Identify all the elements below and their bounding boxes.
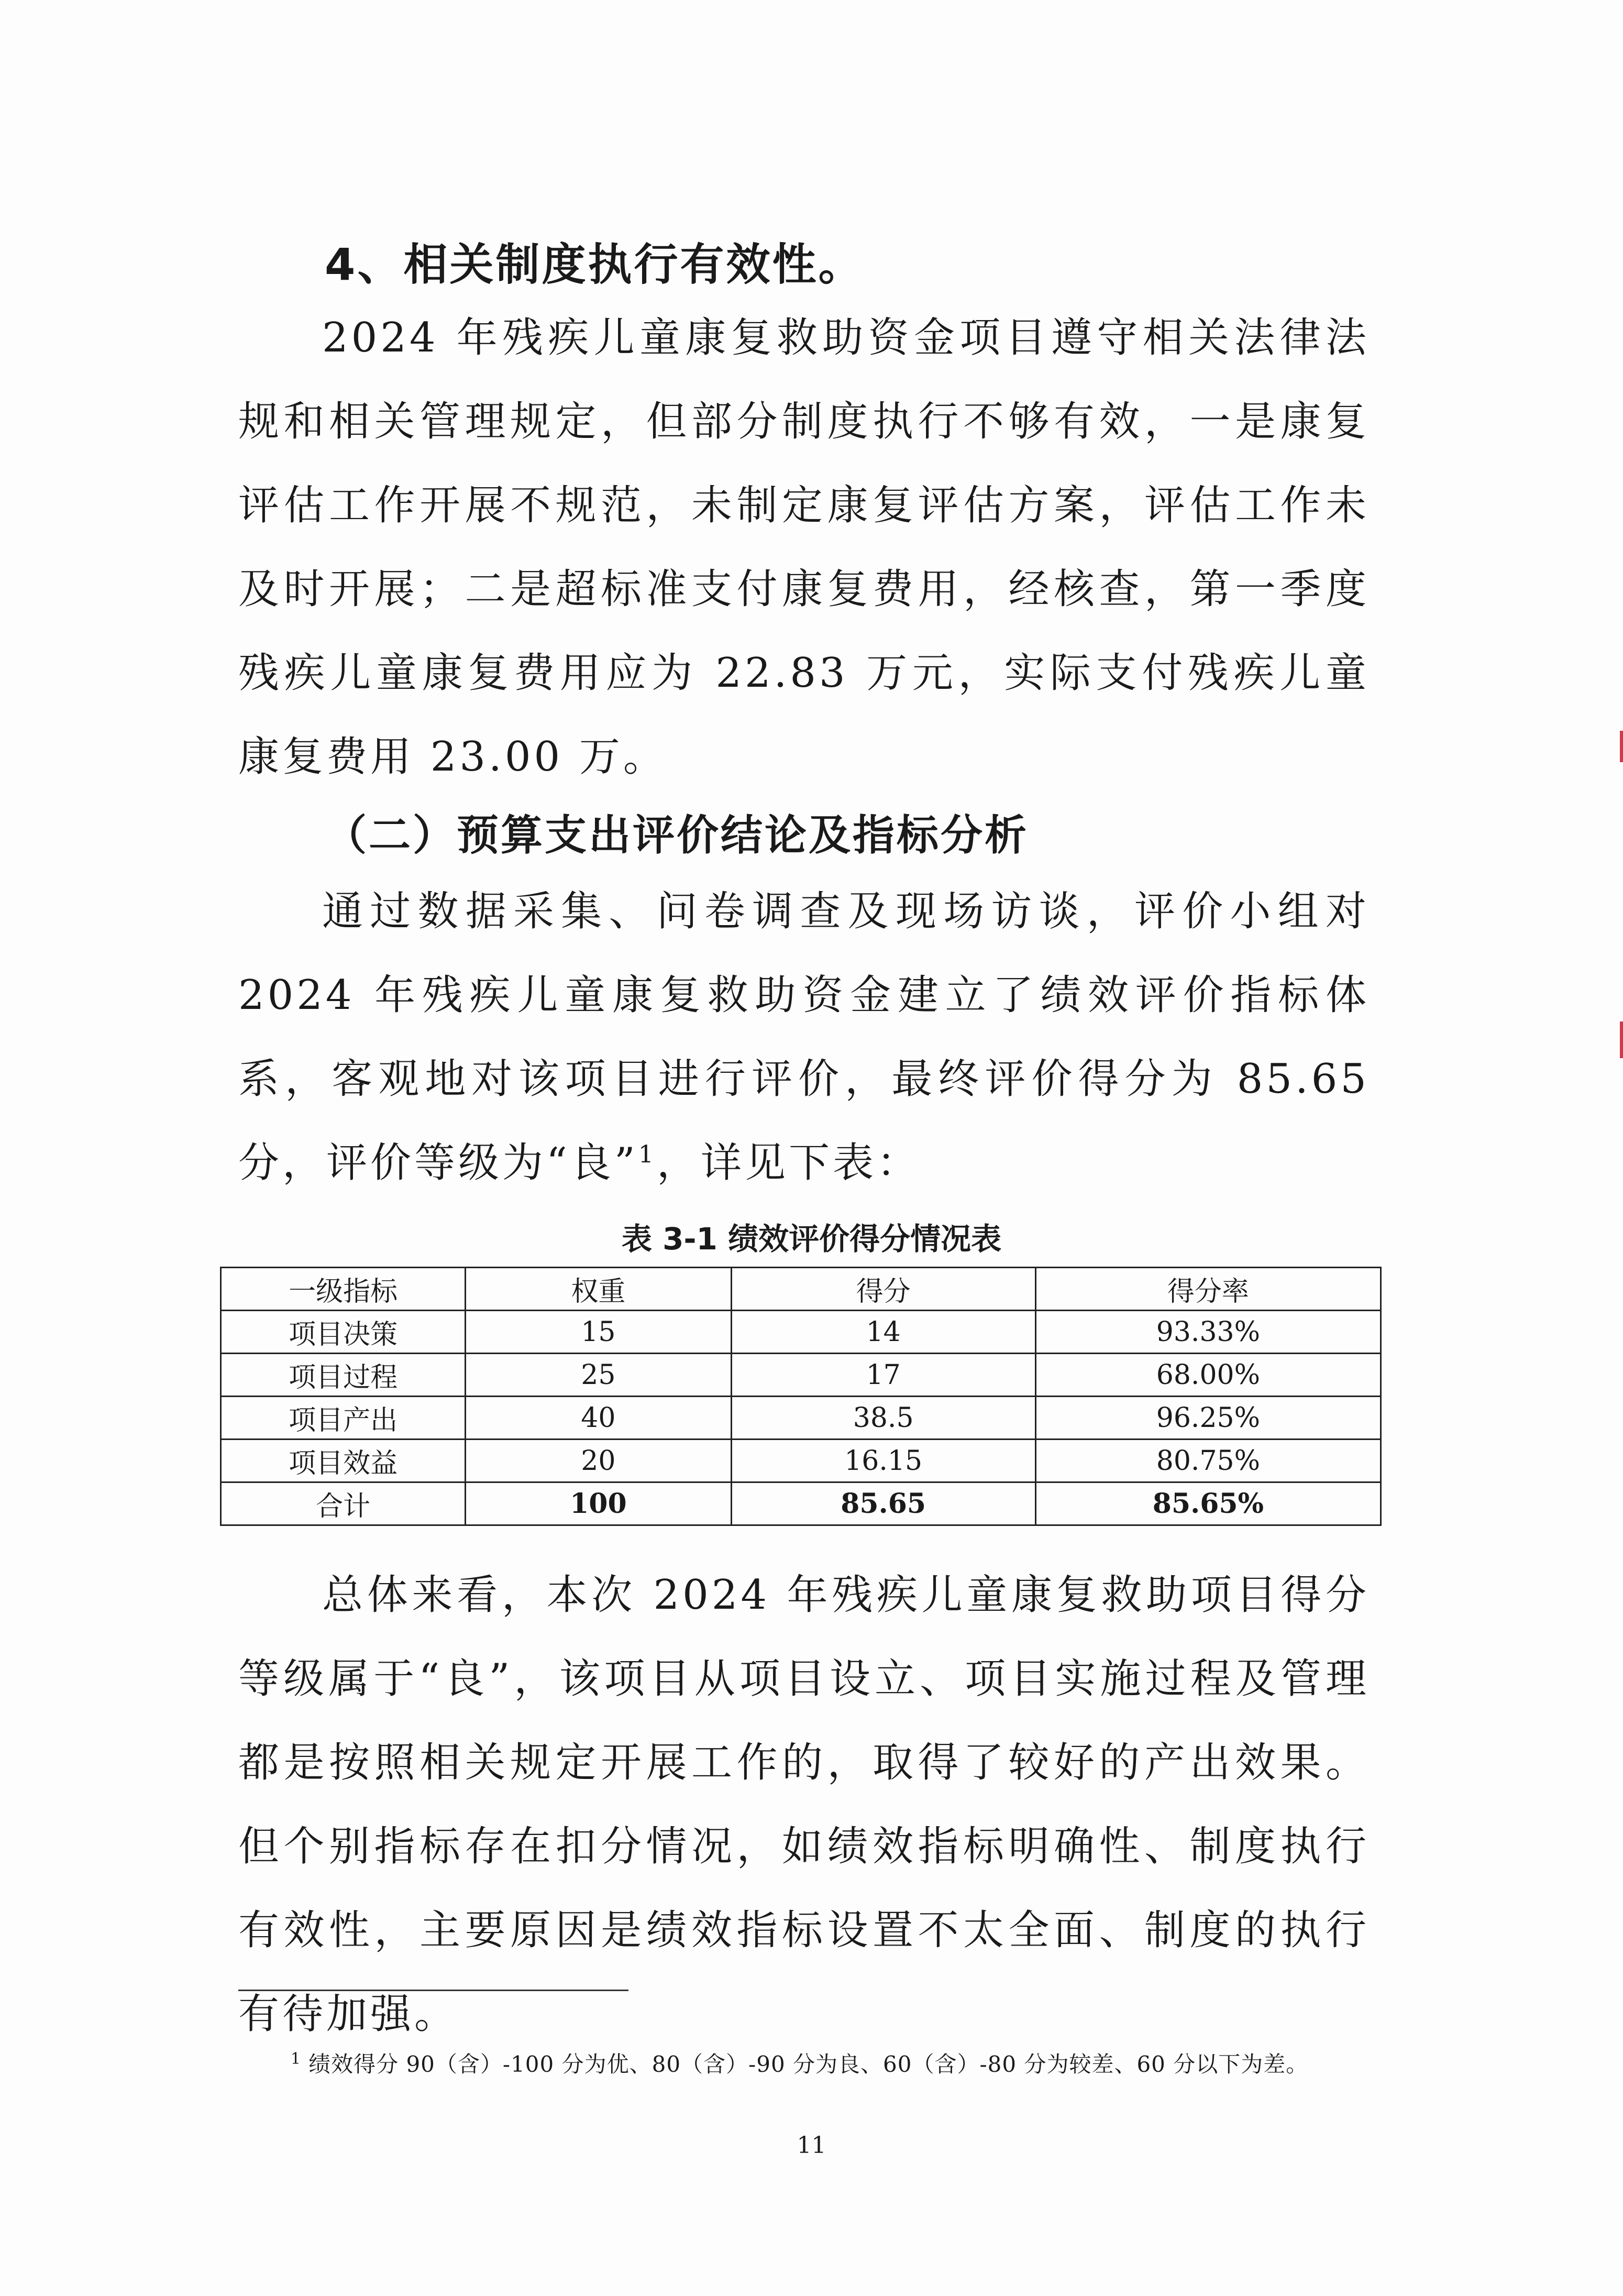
paragraph-regulation-compliance: 2024 年残疾儿童康复救助资金项目遵守相关法律法规和相关管理规定，但部分制度执行不够有效，一是康复评估工作开展不规范，未制定康复评估方案，评估工作未及时开展；二是超标准支付康复费用，经核查，第一季度残疾儿童康复费用应为 22.83 万元，实际支付残疾儿童康复费用 23.00 万。: [238, 314, 1370, 781]
cell-indicator: 项目效益: [221, 1440, 466, 1482]
cell-weight: 40: [466, 1397, 731, 1440]
scan-edge-mark: [1620, 731, 1623, 762]
header-score: 得分: [731, 1268, 1035, 1311]
cell-score: 14: [731, 1311, 1035, 1354]
table-row: [221, 1354, 1381, 1397]
cell-total-score: 85.65: [731, 1482, 1035, 1525]
scan-edge-mark: [1620, 1021, 1623, 1058]
header-rate: 得分率: [1035, 1268, 1381, 1311]
cell-indicator: 项目过程: [221, 1354, 466, 1397]
cell-score: 16.15: [731, 1440, 1035, 1482]
cell-weight: 20: [466, 1440, 731, 1482]
table-header-row: [221, 1268, 1381, 1311]
footnote-reference[interactable]: 1: [638, 1140, 657, 1168]
footnote-text: 绩效得分 90（含）-100 分为优、80（含）-90 分为良、60（含）-80 分为较差、60 分以下为差。: [308, 2051, 1309, 2077]
cell-total-rate: 85.65%: [1035, 1482, 1381, 1525]
cell-rate: 68.00%: [1035, 1354, 1381, 1397]
paragraph-evaluation-conclusion: [238, 870, 1370, 1205]
cell-weight: 25: [466, 1354, 731, 1397]
table-row: [221, 1397, 1381, 1440]
cell-indicator: 项目产出: [221, 1397, 466, 1440]
footnote-divider: [238, 1990, 628, 1991]
footnote-mark: 1: [291, 2050, 302, 2068]
cell-total-weight: 100: [466, 1482, 731, 1525]
header-indicator: 一级指标: [221, 1268, 466, 1311]
table-caption: 表 3-1 绩效评价得分情况表: [621, 1221, 1002, 1257]
table-total-row: [221, 1482, 1381, 1525]
cell-weight: 15: [466, 1311, 731, 1354]
cell-rate: 93.33%: [1035, 1311, 1381, 1354]
footnote: [291, 2047, 1308, 2079]
cell-score: 38.5: [731, 1397, 1035, 1440]
evaluation-conclusion-tail: ，详见下表：: [657, 1139, 921, 1187]
header-weight: 权重: [466, 1268, 731, 1311]
cell-rate: 96.25%: [1035, 1397, 1381, 1440]
cell-indicator: 项目决策: [221, 1311, 466, 1354]
paragraph-overall-summary: 总体来看，本次 2024 年残疾儿童康复救助项目得分等级属于“良”，该项目从项目设立、项目实施过程及管理都是按照相关规定开展工作的，取得了较好的产出效果。但个别指标存在扣分情况，如绩效指标明确性、制度执行有效性，主要原因是绩效指标设置不太全面、制度的执行有待加强。: [238, 1572, 1370, 2038]
section-heading: 4、相关制度执行有效性。: [325, 239, 865, 290]
page-number: 11: [797, 2132, 826, 2159]
table-row: [221, 1311, 1381, 1354]
score-table: [220, 1267, 1382, 1526]
cell-rate: 80.75%: [1035, 1440, 1381, 1482]
evaluation-conclusion-text: 通过数据采集、问卷调查及现场访谈，评价小组对 2024 年残疾儿童康复救助资金建立了绩效评价指标体系，客观地对该项目进行评价，最终评价得分为 85.65 分，评价等级为“良”: [238, 888, 1370, 1187]
table-row: [221, 1440, 1381, 1482]
cell-total-label: 合计: [221, 1482, 466, 1525]
subsection-heading: （二）预算支出评价结论及指标分析: [325, 811, 1029, 860]
cell-score: 17: [731, 1354, 1035, 1397]
